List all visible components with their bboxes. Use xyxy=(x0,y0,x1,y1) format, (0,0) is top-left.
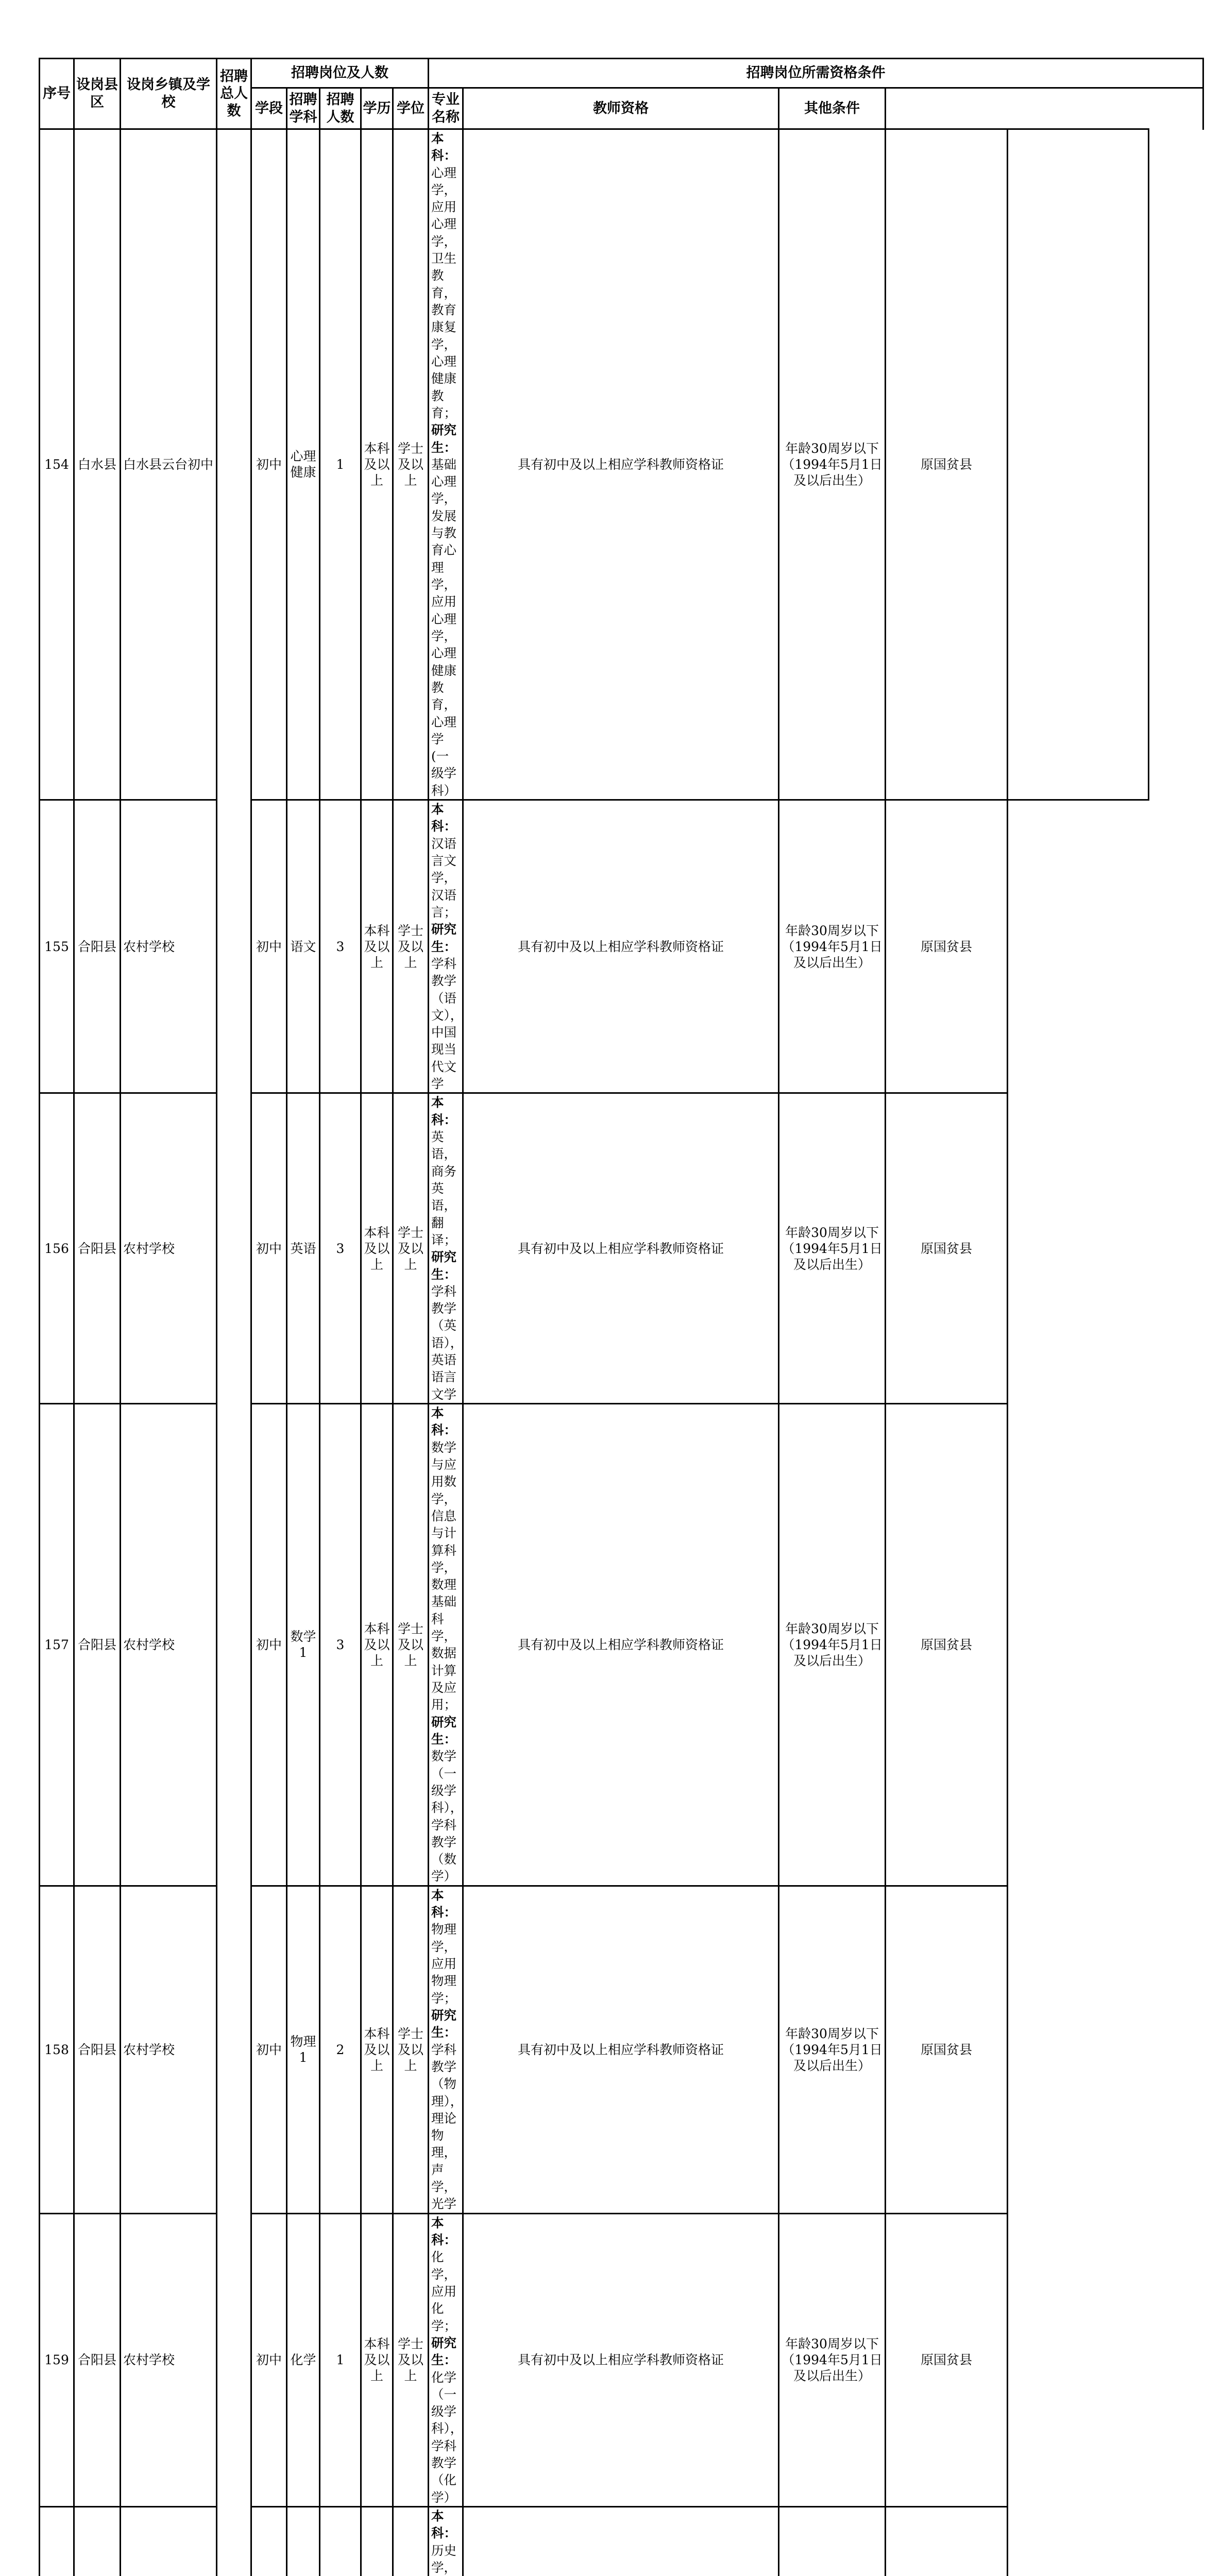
grad-majors: 数学（一级学科），学科教学（数学） xyxy=(431,1749,463,1884)
total-cell xyxy=(217,2213,251,2506)
other-conditions-cell: 年龄30周岁以下（1994年5月1日及以后出生） xyxy=(779,1093,886,1404)
grad-majors: 学科教学（语文），中国现当代文学 xyxy=(431,956,463,1091)
table-row xyxy=(40,2213,1203,2506)
major-cell xyxy=(429,2507,463,2576)
total-cell xyxy=(217,129,251,800)
education-cell: 本科及以上 xyxy=(361,2213,393,2506)
degree-cell xyxy=(393,2507,429,2576)
teacher-cert-cell: 具有初中及以上相应学科教师资格证 xyxy=(463,2213,779,2506)
major-cell xyxy=(429,800,463,1093)
stage-cell: 初中 xyxy=(251,1404,287,1886)
count-cell: 3 xyxy=(320,1404,361,1886)
subject-cell xyxy=(287,2507,320,2576)
school-cell: 农村学校 xyxy=(121,1886,217,2213)
teacher-cert-cell: 具有初中及以上相应学科教师资格证 xyxy=(463,1093,779,1404)
grad-label: 研究生： xyxy=(431,1715,456,1747)
table-row xyxy=(40,800,1203,1093)
subject-cell: 语文 xyxy=(287,800,320,1093)
major-cell xyxy=(429,129,463,800)
education-cell: 本科及以上 xyxy=(361,1886,393,2213)
seq-cell: 154 xyxy=(40,129,74,800)
table-row xyxy=(40,2507,1203,2576)
count-cell: 3 xyxy=(320,800,361,1093)
undergrad-label: 本科： xyxy=(431,2509,456,2540)
header-position-group: 招聘岗位及人数 xyxy=(251,59,429,88)
remark-cell: 原国贫县 xyxy=(886,1093,1008,1404)
seq-cell xyxy=(40,2507,74,2576)
seq-cell: 155 xyxy=(40,800,74,1093)
education-cell: 本科及以上 xyxy=(361,1404,393,1886)
table-row xyxy=(40,1093,1203,1404)
table-row xyxy=(40,1404,1203,1886)
table-row xyxy=(40,1886,1203,2213)
remark-cell: 原国贫县 xyxy=(886,2213,1008,2506)
header-education: 学历 xyxy=(361,88,393,129)
recruitment-table xyxy=(39,58,1204,2576)
remark-cell: 原国贫县 xyxy=(886,800,1008,1093)
undergrad-label: 本科： xyxy=(431,2215,456,2247)
school-cell xyxy=(121,2507,217,2576)
degree-cell: 学士及以上 xyxy=(393,1404,429,1886)
grad-majors: 化学（一级学科），学科教学（化学） xyxy=(431,2370,463,2505)
subject-cell: 数学1 xyxy=(287,1404,320,1886)
count-cell: 3 xyxy=(320,1093,361,1404)
county-cell: 合阳县 xyxy=(74,800,121,1093)
contact-cell xyxy=(1008,2507,1149,2576)
school-cell: 白水县云台初中 xyxy=(121,129,217,800)
undergrad-majors: 汉语言文学，汉语言； xyxy=(431,836,456,920)
teacher-cert-cell: 具有初中及以上相应学科教师资格证 xyxy=(463,1886,779,2213)
education-cell: 本科及以上 xyxy=(361,800,393,1093)
undergrad-label: 本科： xyxy=(431,1888,456,1920)
header-other: 其他条件 xyxy=(779,88,886,129)
subject-cell: 英语 xyxy=(287,1093,320,1404)
total-cell xyxy=(217,1093,251,1404)
degree-cell: 学士及以上 xyxy=(393,800,429,1093)
degree-cell: 学士及以上 xyxy=(393,1093,429,1404)
subject-cell: 物理1 xyxy=(287,1886,320,2213)
total-cell xyxy=(217,2507,251,2576)
remark-cell xyxy=(886,2507,1008,2576)
seq-cell: 158 xyxy=(40,1886,74,2213)
contact-cell xyxy=(1008,1404,1149,1886)
seq-cell: 159 xyxy=(40,2213,74,2506)
undergrad-majors: 历史学， xyxy=(431,2543,456,2576)
table-row xyxy=(40,129,1203,800)
grad-label: 研究生： xyxy=(431,2335,456,2367)
other-conditions-cell: 年龄30周岁以下（1994年5月1日及以后出生） xyxy=(779,1404,886,1886)
remark-cell: 原国贫县 xyxy=(886,1886,1008,2213)
header-row-1 xyxy=(40,59,1203,88)
teacher-cert-cell: 具有初中及以上相应学科教师资格证 xyxy=(463,800,779,1093)
major-cell xyxy=(429,2213,463,2506)
header-subject: 招聘学科 xyxy=(287,88,320,129)
count-cell: 1 xyxy=(320,2213,361,2506)
stage-cell xyxy=(251,2507,287,2576)
table-body xyxy=(40,129,1203,2576)
other-conditions-cell: 年龄30周岁以下（1994年5月1日及以后出生） xyxy=(779,800,886,1093)
remark-cell: 原国贫县 xyxy=(886,129,1008,800)
grad-label: 研究生： xyxy=(431,1249,456,1281)
grad-majors: 学科教学（物理），理论物理，声学，光学 xyxy=(431,2042,463,2212)
teacher-cert-cell: 具有初中及以上相应学科教师资格证 xyxy=(463,129,779,800)
total-cell xyxy=(217,1404,251,1886)
total-cell xyxy=(217,800,251,1093)
county-cell: 合阳县 xyxy=(74,2213,121,2506)
seq-cell: 156 xyxy=(40,1093,74,1404)
other-conditions-cell: 年龄30周岁以下（1994年5月1日及以后出生） xyxy=(779,1886,886,2213)
degree-cell: 学士及以上 xyxy=(393,1886,429,2213)
undergrad-majors: 心理学，应用心理学，卫生教育，教育康复学，心理健康教育； xyxy=(431,165,456,420)
grad-label: 研究生： xyxy=(431,422,456,454)
education-cell xyxy=(361,2507,393,2576)
undergrad-majors: 数学与应用数学，信息与计算科学，数理基础科学，数据计算及应用； xyxy=(431,1440,456,1713)
major-cell xyxy=(429,1886,463,2213)
degree-cell: 学士及以上 xyxy=(393,2213,429,2506)
school-cell: 农村学校 xyxy=(121,1404,217,1886)
teacher-cert-cell xyxy=(463,2507,779,2576)
county-cell: 白水县 xyxy=(74,129,121,800)
header-degree: 学位 xyxy=(393,88,429,129)
stage-cell: 初中 xyxy=(251,1093,287,1404)
contact-cell xyxy=(1008,2213,1149,2506)
grad-majors: 基础心理学，发展与教育心理学，应用心理学，心理健康教育，心理学(一级学科） xyxy=(431,457,456,798)
header-count: 招聘人数 xyxy=(320,88,361,129)
undergrad-label: 本科： xyxy=(431,131,456,163)
count-cell: 1 xyxy=(320,129,361,800)
header-county: 设岗县区 xyxy=(74,59,121,129)
education-cell: 本科及以上 xyxy=(361,129,393,800)
county-cell: 合阳县 xyxy=(74,1886,121,2213)
county-cell xyxy=(74,2507,121,2576)
major-cell xyxy=(429,1093,463,1404)
contact-cell xyxy=(1008,800,1149,1093)
stage-cell: 初中 xyxy=(251,1886,287,2213)
school-cell: 农村学校 xyxy=(121,2213,217,2506)
teacher-cert-cell: 具有初中及以上相应学科教师资格证 xyxy=(463,1404,779,1886)
school-cell: 农村学校 xyxy=(121,800,217,1093)
undergrad-label: 本科： xyxy=(431,1095,456,1127)
header-total: 招聘总人数 xyxy=(217,59,251,129)
header-seq: 序号 xyxy=(40,59,74,129)
header-major: 专业名称 xyxy=(429,88,463,129)
subject-cell: 心理健康 xyxy=(287,129,320,800)
education-cell: 本科及以上 xyxy=(361,1093,393,1404)
header-qualification-group: 招聘岗位所需资格条件 xyxy=(429,59,1203,88)
undergrad-majors: 英语，商务英语，翻译； xyxy=(431,1129,456,1247)
subject-cell: 化学 xyxy=(287,2213,320,2506)
other-conditions-cell: 年龄30周岁以下（1994年5月1日及以后出生） xyxy=(779,129,886,800)
county-cell: 合阳县 xyxy=(74,1404,121,1886)
grad-label: 研究生： xyxy=(431,922,456,954)
seq-cell: 157 xyxy=(40,1404,74,1886)
county-cell: 合阳县 xyxy=(74,1093,121,1404)
remark-cell: 原国贫县 xyxy=(886,1404,1008,1886)
undergrad-majors: 物理学，应用物理学； xyxy=(431,1922,456,2005)
contact-cell xyxy=(1008,1886,1149,2213)
stage-cell: 初中 xyxy=(251,129,287,800)
undergrad-label: 本科： xyxy=(431,1405,456,1437)
grad-label: 研究生： xyxy=(431,2008,456,2040)
header-town-school: 设岗乡镇及学校 xyxy=(121,59,217,129)
total-cell xyxy=(217,1886,251,2213)
major-cell xyxy=(429,1404,463,1886)
undergrad-majors: 化学，应用化学； xyxy=(431,2249,456,2333)
other-conditions-cell: 年龄30周岁以下（1994年5月1日及以后出生） xyxy=(779,2213,886,2506)
other-conditions-cell xyxy=(779,2507,886,2576)
count-cell: 2 xyxy=(320,1886,361,2213)
grad-majors: 学科教学（英语），英语语言文学 xyxy=(431,1284,463,1402)
header-teacher-cert: 教师资格 xyxy=(463,88,779,129)
stage-cell: 初中 xyxy=(251,2213,287,2506)
count-cell xyxy=(320,2507,361,2576)
contact-cell xyxy=(1008,1093,1149,1404)
header-stage: 学段 xyxy=(251,88,287,129)
degree-cell: 学士及以上 xyxy=(393,129,429,800)
school-cell: 农村学校 xyxy=(121,1093,217,1404)
contact-cell xyxy=(1008,129,1149,800)
undergrad-label: 本科： xyxy=(431,802,456,834)
stage-cell: 初中 xyxy=(251,800,287,1093)
